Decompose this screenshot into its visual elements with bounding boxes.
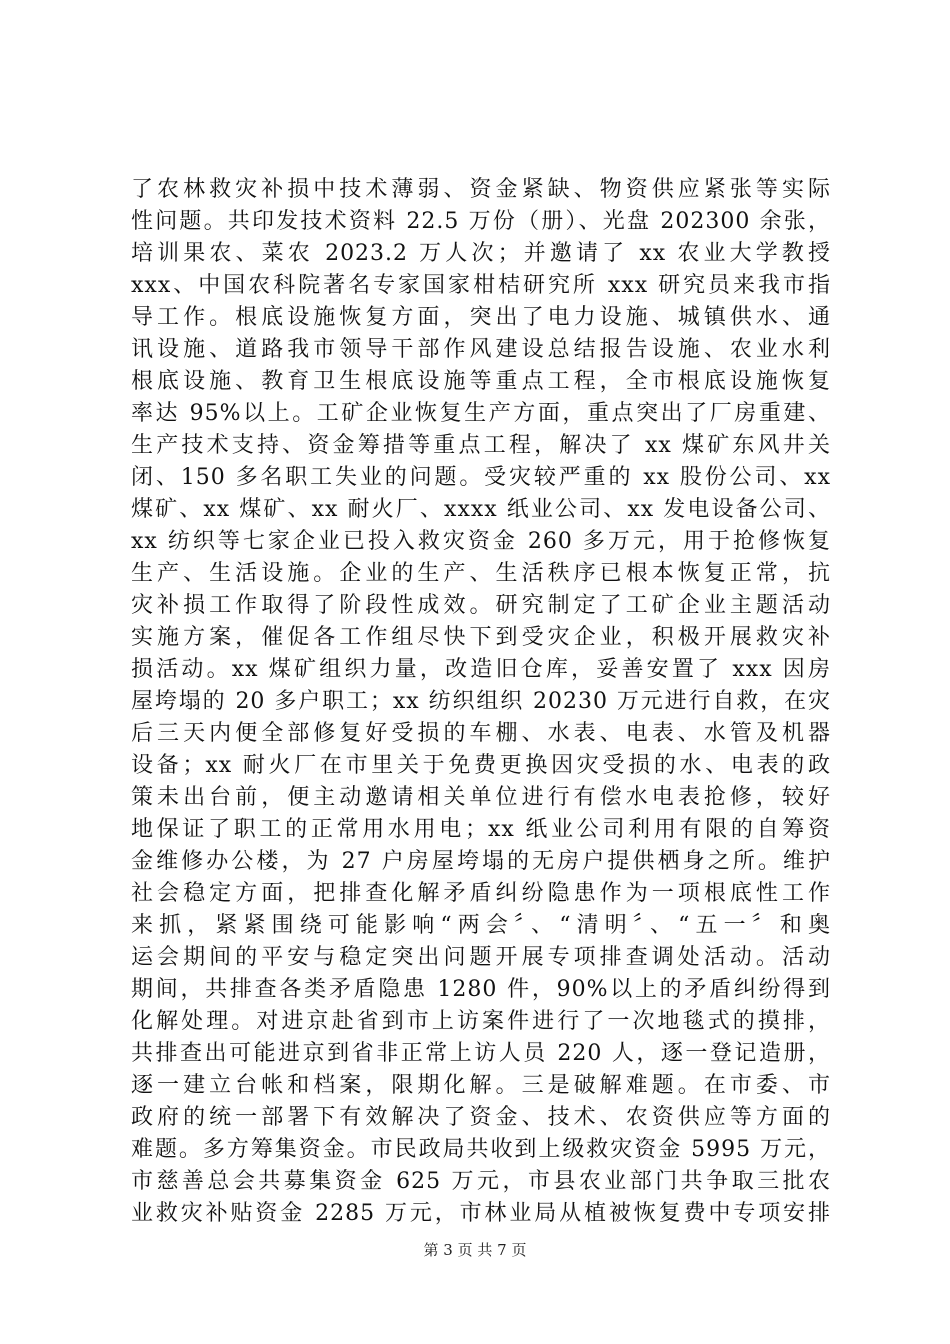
text-line: 生产、生活设施。企业的生产、生活秩序已根本恢复正常，抗 <box>131 561 831 586</box>
text-line: 煤矿、xx 煤矿、xx 耐火厂、xxxx 纸业公司、xx 发电设备公司、 <box>131 497 831 522</box>
text-line: 了农林救灾补损中技术薄弱、资金紧缺、物资供应紧张等实际 <box>131 177 831 202</box>
text-line: 运会期间的平安与稳定突出问题开展专项排查调处活动。活动 <box>131 945 831 970</box>
text-line: 损活动。xx 煤矿组织力量，改造旧仓库，妥善安置了 xxx 因房 <box>131 657 831 682</box>
text-line: 策未出台前，便主动邀请相关单位进行有偿水电表抢修，较好 <box>131 785 831 810</box>
text-line: 率达 95%以上。工矿企业恢复生产方面，重点突出了厂房重建、 <box>131 401 831 426</box>
text-line: 生产技术支持、资金筹措等重点工程，解决了 xx 煤矿东风井关 <box>131 433 831 458</box>
text-line: 来抓，紧紧围绕可能影响“两会〞、“清明〞、“五一〞和奥 <box>131 913 831 938</box>
body-text <box>131 174 831 1230</box>
text-line: 共排查出可能进京到省非正常上访人员 220 人，逐一登记造册， <box>131 1041 831 1066</box>
text-line: 金维修办公楼，为 27 户房屋垮塌的无房户提供栖身之所。维护 <box>131 849 831 874</box>
text-line: 逐一建立台帐和档案，限期化解。三是破解难题。在市委、市 <box>131 1073 831 1098</box>
text-line: 难题。多方筹集资金。市民政局共收到上级救灾资金 5995 万元， <box>131 1137 831 1162</box>
text-line: xx 纺织等七家企业已投入救灾资金 260 多万元，用于抢修恢复 <box>131 529 831 554</box>
text-line: 地保证了职工的正常用水用电；xx 纸业公司利用有限的自筹资 <box>131 817 831 842</box>
text-line: 讯设施、道路我市领导干部作风建设总结报告设施、农业水利 <box>131 337 831 362</box>
text-line: 政府的统一部署下有效解决了资金、技术、农资供应等方面的 <box>131 1105 831 1130</box>
text-line: 根底设施、教育卫生根底设施等重点工程，全市根底设施恢复 <box>131 369 831 394</box>
text-line: 性问题。共印发技术资料 22.5 万份（册）、光盘 202300 余张， <box>131 209 831 234</box>
page-number-footer: 第 3 页 共 7 页 <box>423 1241 527 1259</box>
text-line: 实施方案，催促各工作组尽快下到受灾企业，积极开展救灾补 <box>131 625 831 650</box>
text-line: 培训果农、菜农 2023.2 万人次；并邀请了 xx 农业大学教授 <box>131 241 831 266</box>
text-line: 业救灾补贴资金 2285 万元，市林业局从植被恢复费中专项安排 <box>131 1201 831 1226</box>
text-line: 后三天内便全部修复好受损的车棚、水表、电表、水管及机器 <box>131 721 831 746</box>
text-line: 化解处理。对进京赴省到市上访案件进行了一次地毯式的摸排， <box>131 1009 831 1034</box>
text-line: 导工作。根底设施恢复方面，突出了电力设施、城镇供水、通 <box>131 305 831 330</box>
text-line: 屋垮塌的 20 多户职工；xx 纺织组织 20230 万元进行自救，在灾 <box>131 689 831 714</box>
text-line: 期间，共排查各类矛盾隐患 1280 件，90%以上的矛盾纠纷得到 <box>131 977 831 1002</box>
text-line: 灾补损工作取得了阶段性成效。研究制定了工矿企业主题活动 <box>131 593 831 618</box>
text-line: 设备；xx 耐火厂在市里关于免费更换因灾受损的水、电表的政 <box>131 753 831 778</box>
text-line: xxx、中国农科院著名专家国家柑桔研究所 xxx 研究员来我市指 <box>131 273 831 298</box>
text-line: 闭、150 多名职工失业的问题。受灾较严重的 xx 股份公司、xx <box>131 465 831 490</box>
text-line: 社会稳定方面，把排查化解矛盾纠纷隐患作为一项根底性工作 <box>131 881 831 906</box>
text-line: 市慈善总会共募集资金 625 万元，市县农业部门共争取三批农 <box>131 1169 831 1194</box>
